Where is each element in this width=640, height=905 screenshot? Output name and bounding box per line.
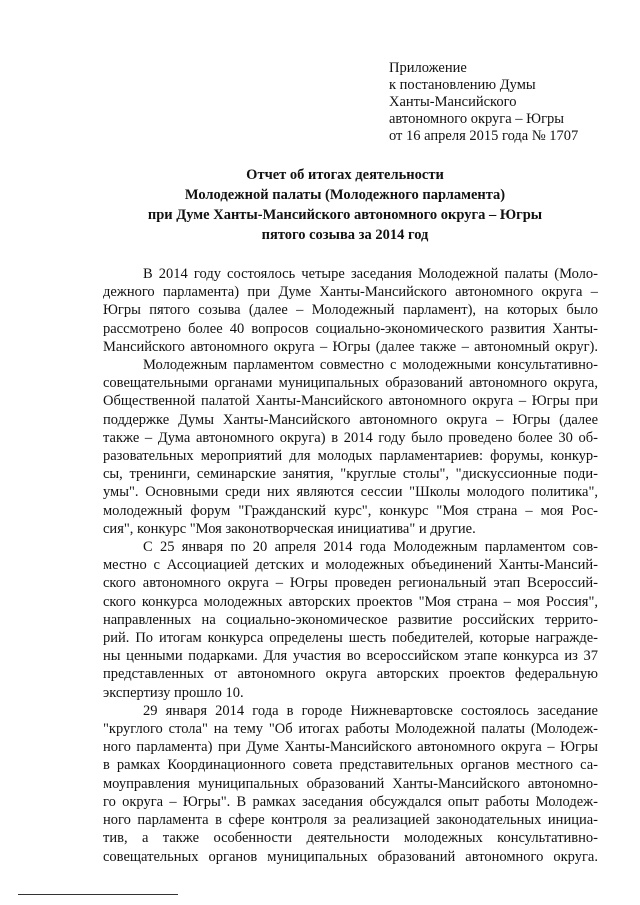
appendix-line: Ханты-Мансийского — [389, 94, 517, 110]
report-title — [60, 165, 630, 245]
text-line: тив, а также особенности деятельности молодежных консультативно- — [103, 830, 598, 847]
text-line: направленных на социально-экономическое развитие российских террито- — [103, 611, 598, 628]
text-line: экспертизу прошло 10. — [103, 684, 244, 701]
text-line: дежного парламента) при Думе Ханты-Мансийского автономного округа – — [103, 284, 598, 301]
appendix-line: к постановлению Думы — [389, 77, 536, 93]
text-line: также – Дума автономного округа) в 2014 году было проведено более 30 об- — [103, 429, 598, 446]
text-line: ны ценными подарками. Для участия во всероссийском этапе конкурса из 37 — [103, 648, 598, 665]
text-line: В 2014 году состоялось четыре заседания Молодежной палаты (Моло- — [143, 266, 598, 282]
text-line: Мансийского автономного округа – Югры (далее также – автономный округ). — [103, 338, 598, 355]
report-body — [103, 265, 598, 866]
title-line: Молодежной палаты (Молодежного парламента) — [184, 187, 506, 203]
paragraph-4 — [103, 702, 598, 866]
text-line: ского автономного округа – Югры проведен региональный этап Всероссий- — [103, 575, 598, 592]
text-line: моуправления муниципальных образований Ханты-Мансийского автономно- — [103, 775, 598, 792]
text-line: Общественной палатой Ханты-Мансийского автономного округа – Югры при — [103, 393, 598, 410]
title-line: пятого созыва за 2014 год — [261, 227, 429, 243]
text-line: поддержке Думы Ханты-Мансийского автономного округа – Югры (далее — [103, 411, 598, 428]
text-line: сия", конкурс "Моя законотворческая инициатива" и другие. — [103, 520, 476, 537]
text-line: 29 января 2014 года в городе Нижневартовске состоялось заседание — [143, 702, 598, 719]
appendix-block — [389, 60, 629, 145]
text-line: рассмотрено более 40 вопросов социально-экономического развития Ханты- — [103, 320, 598, 337]
footnote-separator — [18, 894, 178, 895]
text-line: сы, тренинги, семинарские занятия, "круглые столы", "дискуссионные поди- — [103, 466, 598, 483]
paragraph-2 — [103, 356, 598, 538]
text-line: ского конкурса молодежных авторских проектов "Моя страна – моя Россия", — [103, 593, 598, 610]
text-line: представленных от автономного округа авторских проектов федеральную — [103, 666, 598, 683]
appendix-line: автономного округа – Югры — [389, 111, 565, 127]
text-line: Югры пятого созыва (далее – Молодежный парламент), на которых было — [103, 302, 598, 319]
appendix-line: от 16 апреля 2015 года № 1707 — [389, 128, 579, 144]
text-line: С 25 января по 20 апреля 2014 года Молодежным парламентом сов- — [143, 539, 598, 556]
title-line: при Думе Ханты-Мансийского автономного округа – Югры — [147, 207, 543, 223]
paragraph-1 — [103, 265, 598, 356]
text-line: умы". Основными среди них являются сессии "Школы молодого политика", — [103, 484, 598, 501]
text-line: местно с Ассоциацией детских и молодежных объединений Ханты-Мансий- — [103, 557, 598, 574]
text-line: совещательными органами муниципальных образований автономного округа, — [103, 375, 598, 392]
text-line: ного парламента) при Думе Ханты-Мансийского автономного округа – Югры — [103, 739, 598, 756]
text-line: разовательных мероприятий для молодых парламентариев: форумы, конкур- — [103, 448, 598, 465]
text-line: "круглого стола" на тему "Об итогах работы Молодежной палаты (Молодеж- — [103, 721, 598, 738]
text-line: молодежный форум "Гражданский курс", конкурс "Моя страна – моя Рос- — [103, 502, 598, 519]
text-line: рий. По итогам конкурса определены шесть победителей, которые награжде- — [103, 630, 598, 647]
text-line: совещательных органов муниципальных образований автономного округа. — [103, 848, 598, 865]
text-line: в рамках Координационного совета представительных органов местного са- — [103, 757, 598, 774]
title-line: Отчет об итогах деятельности — [246, 167, 444, 183]
paragraph-3 — [103, 538, 598, 702]
text-line: го округа – Югры". В рамках заседания обсуждался опыт работы Молодеж- — [103, 793, 598, 810]
text-line: ного парламента в сфере контроля за реализацией законодательных инициа- — [103, 812, 598, 829]
appendix-line: Приложение — [389, 60, 467, 76]
text-line: Молодежным парламентом совместно с молодежными консультативно- — [143, 357, 598, 374]
